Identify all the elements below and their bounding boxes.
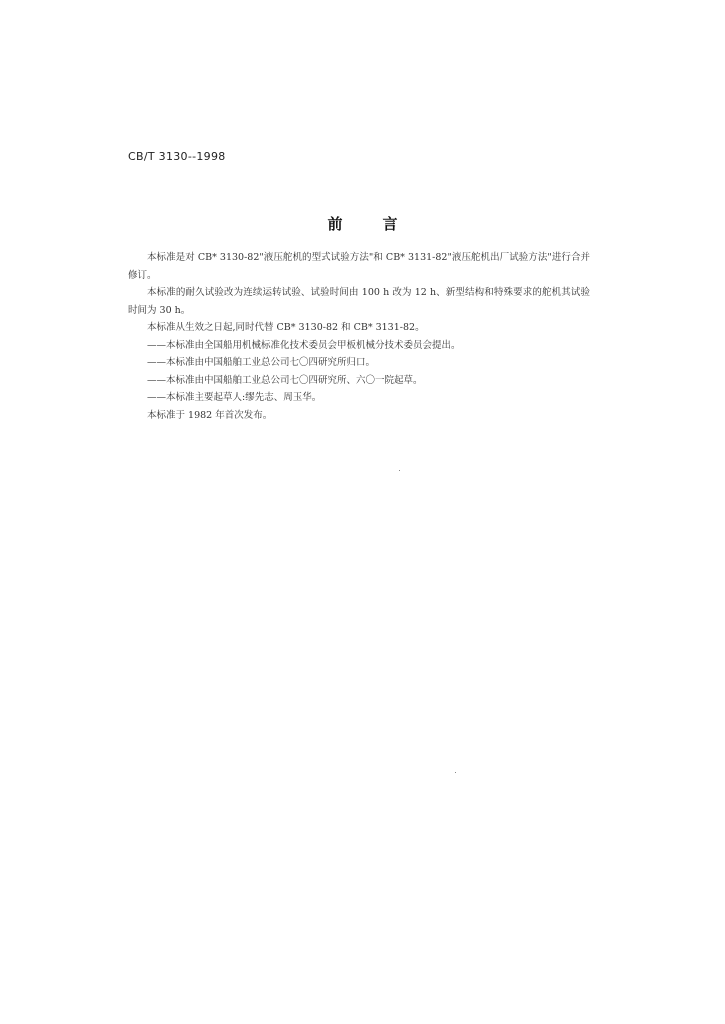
paragraph-drafting-units: ——本标准由中国船舶工业总公司七〇四研究所、六〇一院起草。 (147, 374, 423, 386)
foreword-body (128, 249, 590, 424)
paragraph-test-duration: 本标准的耐久试验改为连续运转试验、试验时间由 100 h 改为 12 h、新型结构和特殊要求的舵机其试验时间为 30 h。 (128, 287, 590, 316)
page-title: 前言 (327, 215, 438, 233)
paragraph-administrator: ——本标准由中国船舶工业总公司七〇四研究所归口。 (147, 357, 376, 368)
standard-code: CB/T 3130--1998 (128, 150, 226, 163)
paragraph-proposer: ——本标准由全国船用机械标准化技术委员会甲板机械分技术委员会提出。 (147, 339, 461, 351)
paragraph-effective-date: 本标准从生效之日起,同时代替 CB* 3130-82 和 CB* 3131-82。 (147, 322, 425, 333)
scan-speck (455, 772, 456, 773)
scan-speck (399, 470, 400, 471)
paragraph-merge-revision: 本标准是对 CB* 3130-82"液压舵机的型式试验方法"和 CB* 3131-82"液压舵机出厂试验方法"进行合并修订。 (128, 252, 590, 281)
paragraph-first-issue: 本标准于 1982 年首次发布。 (147, 409, 273, 421)
paragraph-drafters: ——本标准主要起草人:缪先志、周玉华。 (147, 392, 322, 403)
